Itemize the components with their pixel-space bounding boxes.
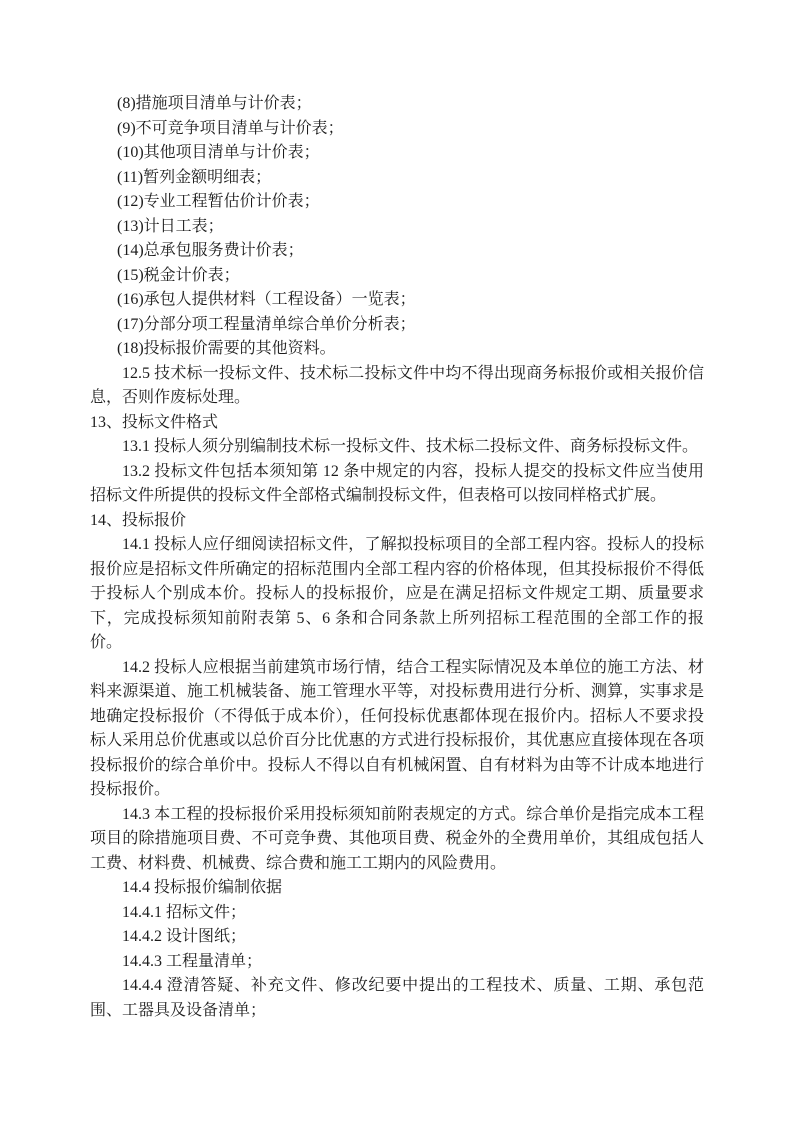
list-item: (11)暂列金额明细表；	[117, 168, 272, 186]
list-item: (10)其他项目清单与计价表；	[117, 144, 320, 161]
paragraph: 14.4.4 澄清答疑、补充文件、修改纪要中提出的工程技术、质量、工期、承包范围、工器具及设备清单；	[90, 977, 704, 1019]
list-item: (17)分部分项工程量清单综合单价分析表；	[117, 315, 416, 333]
list-item: (18)投标报价需要的其他资料。	[117, 340, 336, 357]
paragraph: 13.2 投标文件包括本须知第 12 条中规定的内容，投标人提交的投标文件应当使用招标文件所提供的投标文件全部格式编制投标文件，但表格可以按同样格式扩展。	[90, 462, 704, 504]
list-item: (15)税金计价表；	[117, 266, 240, 284]
paragraph: 14.4.1 招标文件；	[122, 903, 247, 921]
paragraph: 14.4.2 设计图纸；	[122, 928, 247, 945]
list-item: (16)承包人提供材料（工程设备）一览表；	[117, 291, 416, 308]
document-content	[90, 92, 704, 1023]
section-heading: 14、投标报价	[90, 511, 187, 529]
list-item: (12)专业工程暂估价计价表；	[117, 193, 320, 210]
list-item: (13)计日工表；	[117, 217, 224, 235]
paragraph: 14.4 投标报价编制依据	[122, 879, 283, 896]
list-item: (14)总承包服务费计价表；	[117, 242, 304, 259]
paragraph: 14.3 本工程的投标报价采用投标须知前附表规定的方式。综合单价是指完成本工程项目的除措施项目费、不可竞争费、其他项目费、税金外的全费用单价，其组成包括人工费、材料费、机械费、综合费和施工工期内的风险费用。	[90, 805, 704, 872]
paragraph: 14.4.3 工程量清单；	[122, 952, 263, 970]
paragraph: 12.5 技术标一投标文件、技术标二投标文件中均不得出现商务标报价或相关报价信息，否则作废标处理。	[90, 364, 704, 406]
list-item: (9)不可竞争项目清单与计价表；	[117, 119, 344, 137]
section-heading: 13、投标文件格式	[90, 413, 219, 431]
list-item: (8)措施项目清单与计价表；	[117, 95, 312, 112]
paragraph: 13.1 投标人须分别编制技术标一投标文件、技术标二投标文件、商务标投标文件。	[122, 438, 699, 455]
paragraph: 14.1 投标人应仔细阅读招标文件，了解拟投标项目的全部工程内容。投标人的投标报价应是招标文件所确定的招标范围内全部工程内容的价格体现，但其投标报价不得低于投标人个别成本价。投标人的投标报价，应是在满足招标文件规定工期、质量要求下，完成投标须知前附表第 5、6 条和合同条款上所列招标工程范围的全部工作的报价。	[90, 536, 704, 651]
paragraph: 14.2 投标人应根据当前建筑市场行情，结合工程实际情况及本单位的施工方法、材料来源渠道、施工机械装备、施工管理水平等，对投标费用进行分析、测算，实事求是地确定投标报价（不得低于成本价），任何投标优惠都体现在报价内。招标人不要求投标人采用总价优惠或以总价百分比优惠的方式进行投标报价，其优惠应直接体现在各项投标报价的综合单价中。投标人不得以自有机械闲置、自有材料为由等不计成本地进行投标报价。	[90, 658, 704, 798]
